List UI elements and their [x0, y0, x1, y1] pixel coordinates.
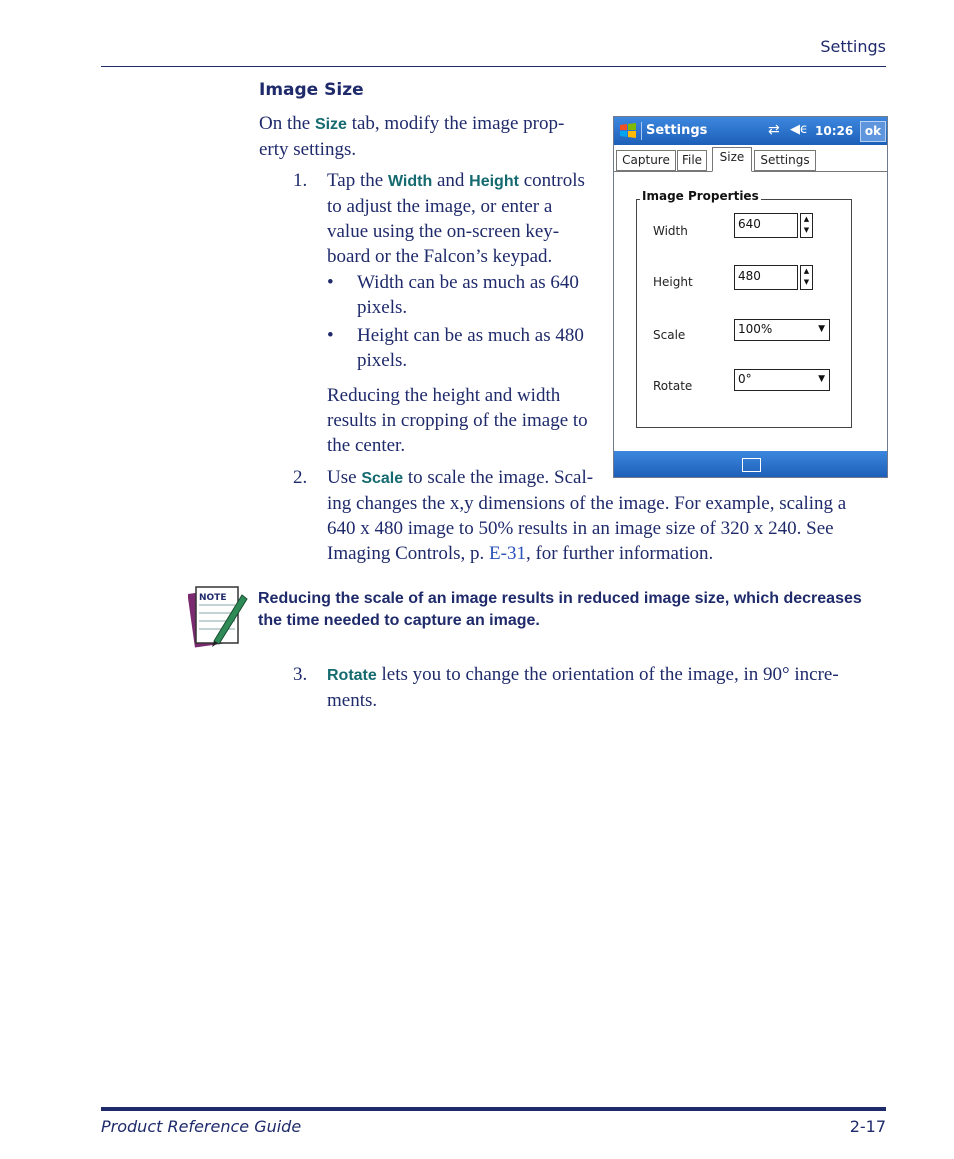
bullet-width	[357, 270, 579, 320]
intro-text-cont: tab, modify the image prop-	[346, 113, 565, 134]
width-stepper[interactable]	[734, 213, 814, 238]
note-text	[258, 588, 878, 632]
tab-capture[interactable]: Capture	[616, 150, 676, 171]
step-3-line-2: ments.	[327, 690, 378, 711]
tab-file[interactable]: File	[677, 150, 707, 171]
step-1-text	[327, 168, 585, 269]
step-1-number: 1.	[293, 170, 308, 191]
step-1-line-4: board or the Falcon’s keypad.	[327, 246, 553, 267]
cropping-line-1: Reducing the height and width	[327, 385, 561, 406]
running-header: Settings	[820, 37, 886, 56]
rotate-dropdown[interactable]	[734, 369, 830, 391]
device-menu-bar	[614, 451, 887, 477]
intro-text: On the	[259, 113, 315, 134]
cropping-paragraph	[327, 383, 588, 458]
imaging-controls-link[interactable]: E-31	[489, 543, 526, 564]
step-2-text-d: , for further information.	[525, 543, 714, 564]
step-1-line-3: value using the on-screen key-	[327, 221, 560, 242]
note-line-2: the time needed to capture an image.	[258, 612, 540, 629]
note-line-1: Reducing the scale of an image results in reduced image size, which decreases	[258, 590, 862, 607]
device-title: Settings	[646, 123, 708, 138]
step-1-line-2: to adjust the image, or enter a	[327, 196, 553, 217]
intro-line-2: erty settings.	[259, 139, 357, 160]
step-2-line-3: 640 x 480 image to 50% results in an image size of 320 x 240. See	[327, 518, 834, 539]
tab-size[interactable]: Size	[712, 147, 752, 172]
height-keyword: Height	[469, 173, 519, 190]
bullet-height-line-1: Height can be as much as 480	[357, 325, 584, 346]
page-number: 2-17	[849, 1117, 886, 1136]
tab-settings[interactable]: Settings	[754, 150, 816, 171]
bullet-mark: •	[327, 325, 334, 346]
connectivity-icon[interactable]: ⇄	[768, 122, 780, 138]
bullet-width-line-1: Width can be as much as 640	[357, 272, 579, 293]
height-label: Height	[653, 275, 693, 289]
step-1-text-a: Tap the	[327, 170, 388, 191]
height-stepper[interactable]	[734, 265, 814, 290]
rotate-label: Rotate	[653, 379, 693, 393]
scale-dropdown[interactable]	[734, 319, 830, 341]
bullet-height	[357, 323, 584, 373]
keyboard-icon[interactable]	[742, 458, 761, 472]
title-separator	[641, 122, 642, 140]
tab-strip	[614, 147, 887, 172]
width-label: Width	[653, 224, 688, 238]
width-keyword: Width	[387, 173, 433, 190]
bullet-width-line-2: pixels.	[357, 297, 408, 318]
section-title: Image Size	[259, 80, 364, 100]
bullet-height-line-2: pixels.	[357, 350, 408, 371]
step-3-number: 3.	[293, 664, 308, 685]
clock: 10:26	[815, 124, 854, 138]
note-icon-label: NOTE	[199, 593, 227, 603]
volume-icon[interactable]: ◀ϵ	[790, 122, 808, 137]
step-2-text-c: Imaging Controls, p.	[327, 543, 490, 564]
scale-value: 100%	[738, 322, 773, 336]
step-2-number: 2.	[293, 467, 308, 488]
height-spin-arrows[interactable]: ▲ ▼	[800, 265, 813, 290]
device-title-bar	[614, 117, 887, 145]
step-3-text-a: lets you to change the orientation of the image, in 90° incre-	[376, 664, 839, 685]
cropping-line-3: the center.	[327, 435, 406, 456]
header-rule	[101, 66, 886, 67]
footer-rule	[101, 1107, 886, 1111]
bullet-mark: •	[327, 272, 334, 293]
step-2-text-b: to scale the image. Scal-	[403, 467, 594, 488]
size-keyword: Size	[314, 116, 347, 133]
step-2-text-a: Use	[327, 467, 362, 488]
windows-start-icon[interactable]	[619, 122, 637, 140]
cropping-line-2: results in cropping of the image to	[327, 410, 588, 431]
step-2-text	[327, 465, 877, 566]
scale-label: Scale	[653, 328, 686, 342]
scale-keyword: Scale	[361, 470, 404, 487]
note-icon	[188, 581, 250, 649]
footer-title: Product Reference Guide	[101, 1117, 302, 1136]
width-input[interactable]: 640	[734, 213, 798, 238]
chevron-down-icon: ▼	[818, 374, 825, 384]
step-1-text-b: and	[432, 170, 470, 191]
chevron-down-icon: ▼	[818, 324, 825, 334]
intro-paragraph	[259, 111, 564, 162]
step-3-text	[327, 662, 877, 713]
rotate-value: 0°	[738, 372, 752, 386]
height-input[interactable]: 480	[734, 265, 798, 290]
image-properties-title: Image Properties	[642, 189, 759, 203]
step-1-text-c: controls	[518, 170, 585, 191]
step-2-line-2: ing changes the x,y dimensions of the image. For example, scaling a	[327, 493, 847, 514]
width-spin-arrows[interactable]: ▲ ▼	[800, 213, 813, 238]
ok-button[interactable]: ok	[860, 121, 886, 142]
rotate-keyword: Rotate	[327, 667, 377, 684]
device-screenshot	[613, 116, 888, 478]
